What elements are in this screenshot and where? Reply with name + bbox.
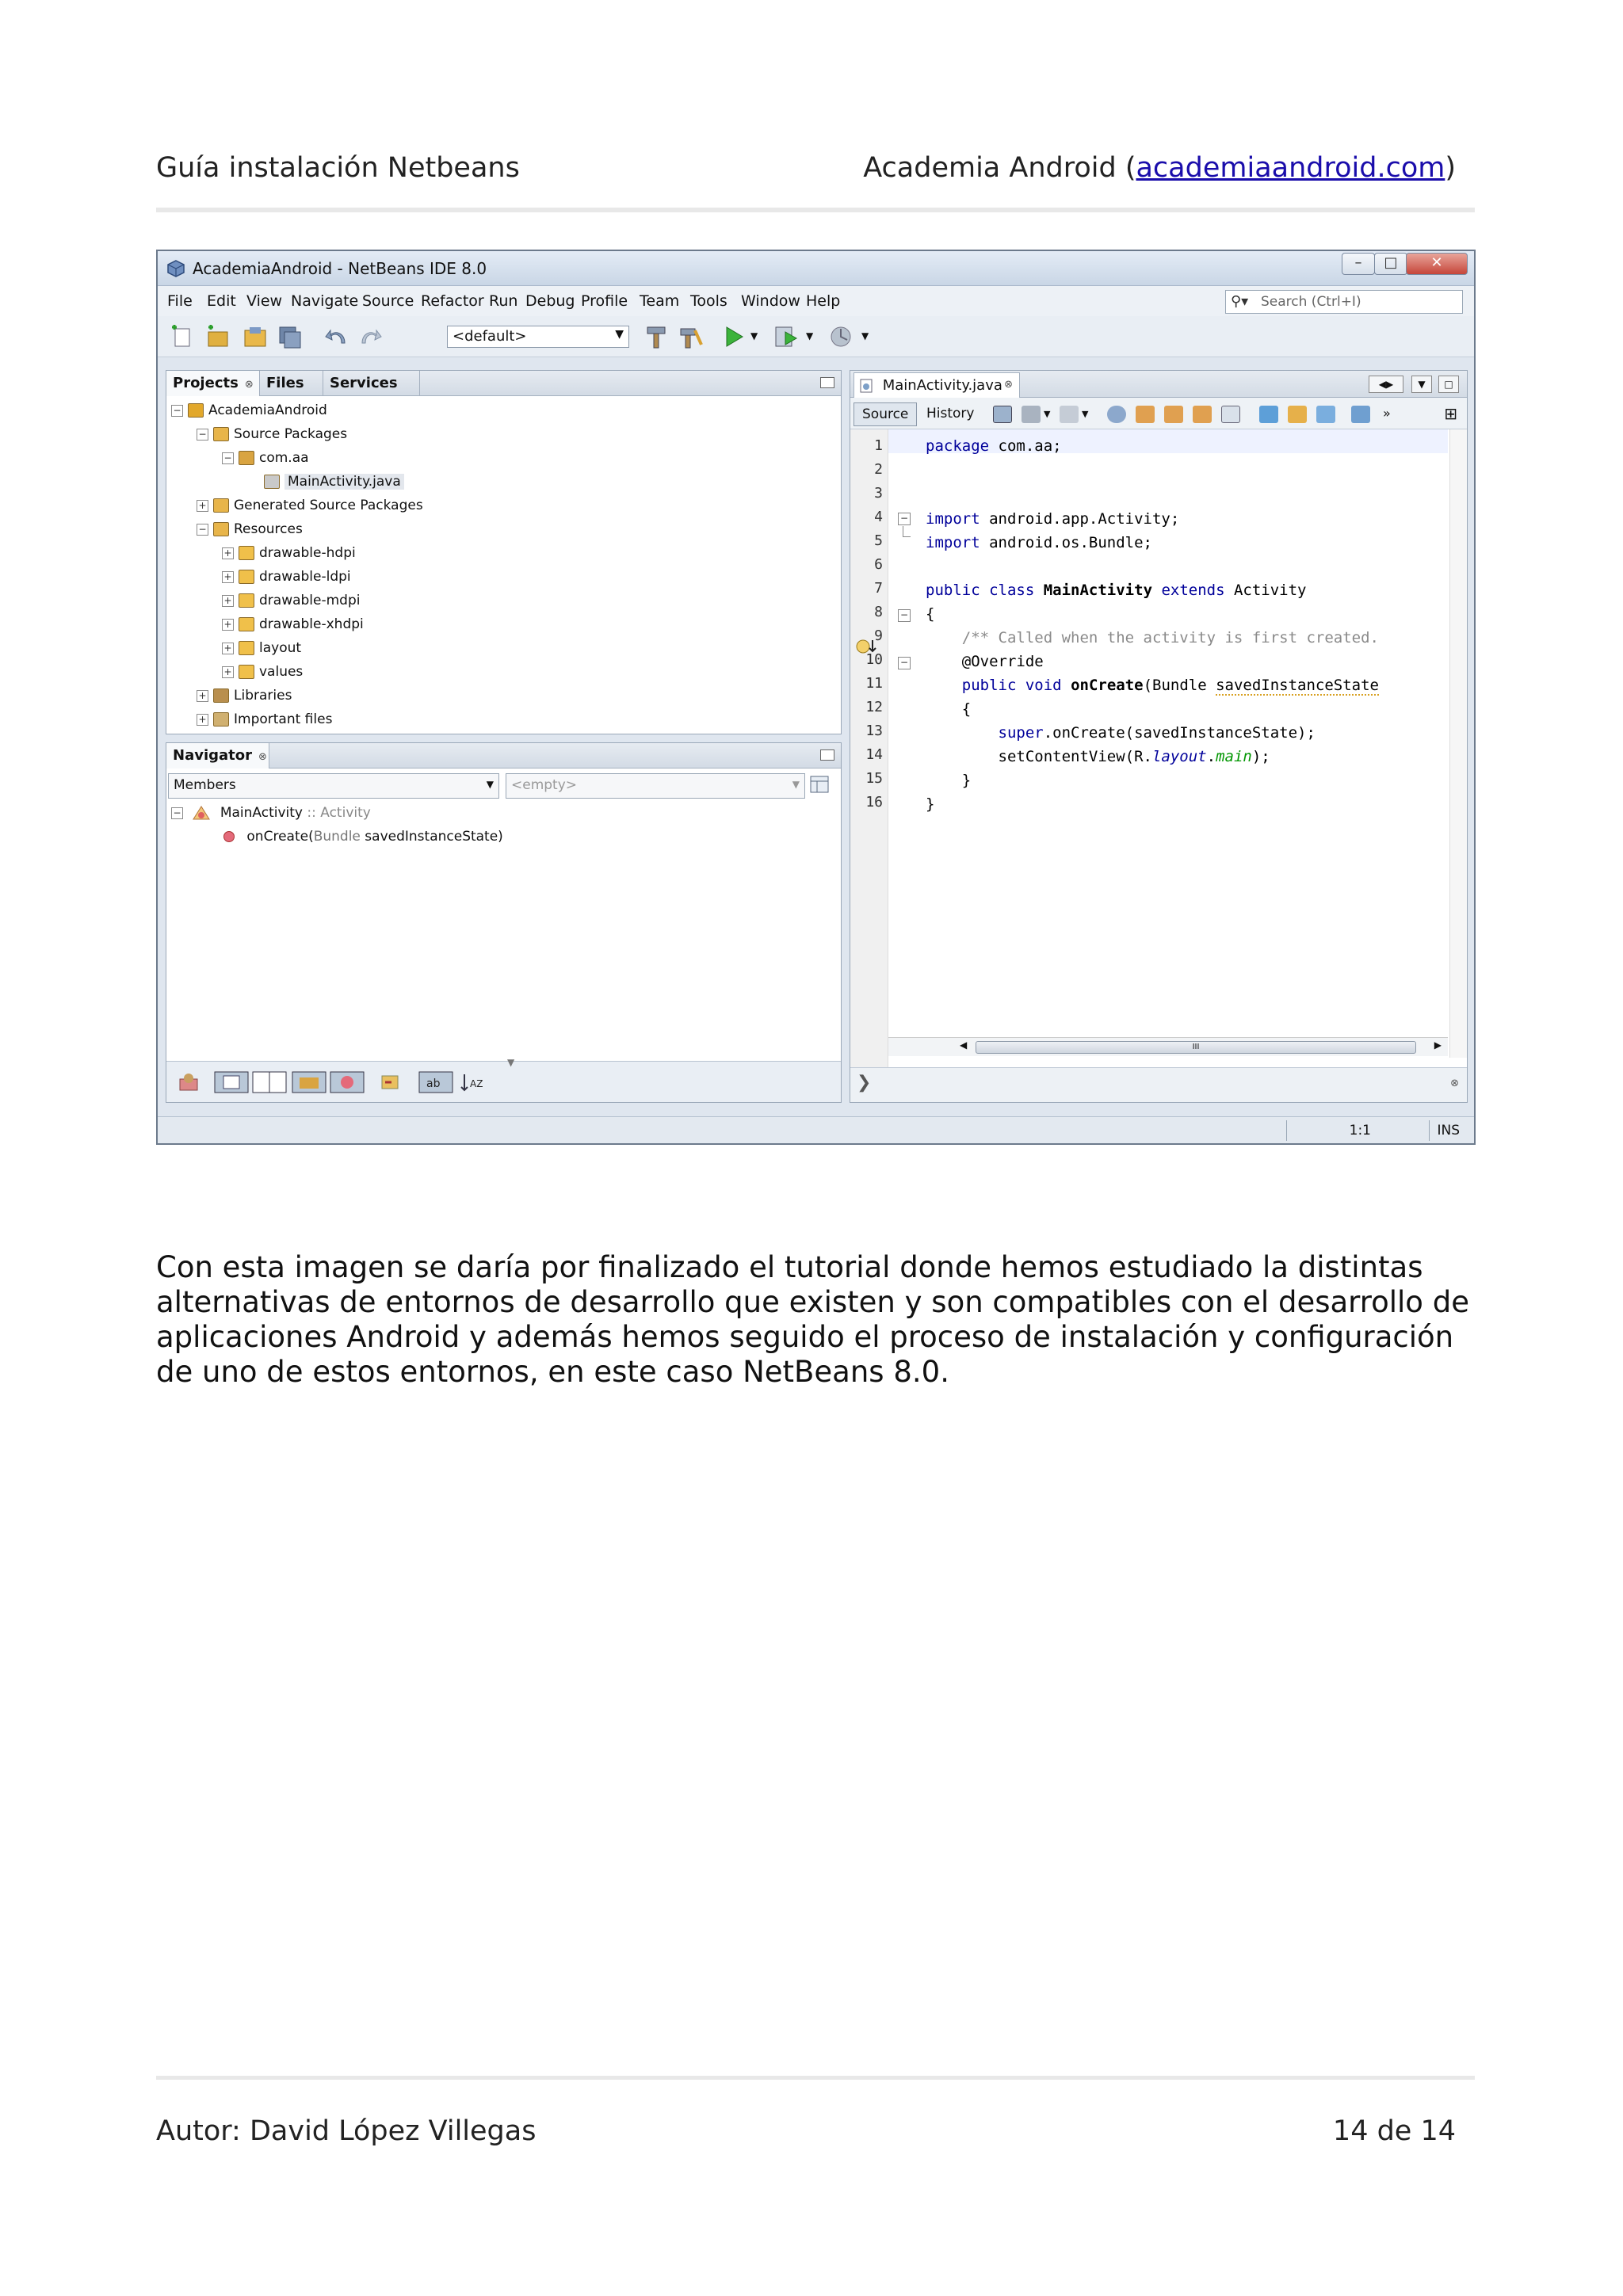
search-placeholder: Search (Ctrl+I) [1261,294,1361,310]
header-rule [156,208,1475,212]
fields-filter-icon[interactable] [178,1071,200,1093]
project-tree-item[interactable] [222,450,309,474]
window-title: AcademiaAndroid - NetBeans IDE 8.0 [193,259,487,278]
back-dropdown-icon[interactable]: ▼ [1044,409,1051,419]
line-number: 10 [865,651,883,668]
code-line: { [926,605,935,623]
toggle-bookmark-icon[interactable] [1316,406,1335,423]
toggle-highlight-icon[interactable] [1221,406,1240,423]
tab-files[interactable]: Files [260,371,323,396]
project-tree-item[interactable] [197,711,332,735]
class-icon [192,805,211,821]
editor-pane [850,370,1468,1103]
project-tree-item[interactable] [197,688,292,711]
find-selection-icon[interactable] [1193,406,1212,423]
override-hint-icon[interactable] [855,637,879,656]
code-line: setContentView(R.layout.main); [926,748,1270,765]
menu-refactor[interactable]: Refactor [421,292,484,310]
split-editor-icon[interactable]: ⊞ [1444,404,1457,423]
project-tree-label: com.aa [259,450,309,466]
tab-services[interactable]: Services [323,371,420,396]
project-tree-label: Source Packages [234,426,348,442]
chevron-right-icon[interactable]: ❯ [857,1073,872,1093]
inherited-members-icon[interactable] [292,1071,327,1093]
profile-icon[interactable] [828,324,855,349]
line-number: 7 [874,580,883,597]
run-dropdown-icon[interactable]: ▼ [750,330,758,341]
folder-icon [213,498,229,513]
site-credit: Academia Android (academiaandroid.com) [863,152,1456,184]
folder-icon [213,712,229,727]
author: Autor: David López Villegas [156,2115,537,2147]
project-tree-item[interactable] [247,474,404,498]
history-view-button[interactable]: History [926,406,975,421]
next-bookmark-icon[interactable] [1288,406,1307,423]
expand-icon[interactable]: + [222,547,234,559]
line-number: 12 [865,699,883,715]
menu-navigate[interactable]: Navigate [291,292,359,310]
error-stripe [1449,429,1467,1058]
code-line: public void onCreate(Bundle savedInstanceState [961,677,1379,694]
svg-text:ab: ab [426,1077,441,1090]
code-line: package com.aa; [926,437,1062,455]
output-strip [850,1067,1467,1102]
shift-line-left-icon[interactable] [1351,406,1370,423]
project-tree-item[interactable] [197,521,303,545]
previous-bookmark-icon[interactable] [1259,406,1278,423]
undo-icon[interactable] [324,324,351,349]
navigator-toolbar [166,1057,841,1102]
code-line: } [926,795,935,813]
line-number: 8 [874,604,883,620]
scroll-left-icon[interactable]: ◀ [960,1039,968,1051]
code-line: import android.app.Activity; [926,510,1180,528]
chevron-down-icon: ▼ [615,328,624,341]
open-project-icon[interactable] [242,324,269,349]
project-tree-item[interactable] [222,593,361,616]
line-number: 4 [874,509,883,525]
project-tree-label: MainActivity.java [285,474,404,490]
navigator-options-icon[interactable] [809,775,831,795]
menu-view[interactable]: View [246,292,283,310]
line-number: 3 [874,485,883,502]
new-project-icon[interactable] [204,324,231,349]
chevron-down-icon: ▼ [507,1057,515,1068]
static-members-icon[interactable] [214,1071,249,1093]
code-line: { [926,700,972,718]
redo-icon[interactable] [356,324,383,349]
scroll-right-icon[interactable]: ▶ [1434,1039,1442,1051]
folder-icon [239,546,254,560]
project-tree-item[interactable] [222,640,301,664]
new-file-icon[interactable] [169,324,196,349]
navigator-class-row[interactable]: − MainActivity :: Activity [171,805,371,829]
find-previous-icon[interactable] [1136,406,1155,423]
project-tree-label: layout [259,640,302,656]
collapse-icon[interactable]: − [171,405,183,417]
expand-icon[interactable]: + [197,714,208,726]
save-all-icon[interactable] [277,324,304,349]
maximize-button[interactable]: □ [1374,253,1407,275]
project-tree-label: drawable-mdpi [259,593,361,608]
tab-navigator[interactable]: Navigator ⊗ [166,743,269,769]
chevron-down-icon: ▼ [792,779,800,790]
fold-toggle-icon[interactable]: − [898,513,911,525]
line-number: 6 [874,556,883,573]
status-bar [158,1116,1474,1143]
page-header [156,152,1475,192]
folder-icon [239,665,254,679]
body-paragraph: Con esta imagen se daría por finalizado el tutorial donde hemos estudiado la distintas alternativas de entornos de desarrollo que existen y son compatibles con el desarrollo de aplicaciones Android y además hemos seguido el proceso de instalación y configuración de uno de estos entornos, en este caso NetBeans 8.0. [156,1250,1469,1389]
minimize-button[interactable]: – [1342,253,1375,275]
line-number: 9 [874,627,883,644]
page-footer [156,2115,1475,2155]
run-icon[interactable] [720,324,747,349]
folder-icon [239,593,254,608]
navigator-pane [166,742,842,1103]
folder-icon [213,427,229,441]
footer-rule [156,2076,1475,2080]
insert-mode: INS [1437,1123,1460,1138]
sort-name-icon[interactable] [418,1071,453,1093]
minimize-pane-icon[interactable] [820,377,834,388]
more-tools-icon[interactable]: » [1383,406,1391,421]
folder-icon [239,617,254,631]
configuration-select[interactable]: <default> ▼ [447,326,629,348]
folder-icon [264,475,280,489]
menu-edit[interactable]: Edit [207,292,236,310]
netbeans-cube-icon [167,260,185,277]
scroll-thumb[interactable]: III [976,1041,1416,1054]
members-select[interactable]: Members ▼ [168,773,499,799]
clean-build-icon[interactable] [678,324,705,349]
menu-profile[interactable]: Profile [581,292,628,310]
menu-debug[interactable]: Debug [525,292,575,310]
folder-icon [213,688,229,703]
line-number: 14 [865,746,883,763]
horizontal-scrollbar[interactable] [888,1037,1448,1056]
line-number: 11 [865,675,883,692]
source-view-button[interactable]: Source [854,402,917,426]
expand-icon[interactable]: + [222,666,234,678]
build-hammer-icon[interactable] [643,324,670,349]
tab-projects[interactable]: Projects ⊗ [166,371,260,396]
back-icon[interactable] [1022,406,1041,423]
close-icon[interactable]: ⊗ [244,379,254,391]
code-line: super.onCreate(savedInstanceState); [998,724,1316,742]
folder-icon [239,641,254,655]
project-tree-item[interactable] [222,616,364,640]
code-line: public class MainActivity extends Activity [926,582,1307,599]
folder-icon [239,451,254,465]
project-tree-item[interactable] [222,545,356,569]
project-tree-item[interactable] [222,569,351,593]
caret-position: 1:1 [1349,1123,1371,1138]
project-tree-item[interactable] [171,402,327,426]
line-number: 15 [865,770,883,787]
expand-icon[interactable]: + [222,595,234,607]
project-tree-label: Generated Source Packages [234,498,423,513]
navigator-method-row[interactable]: onCreate(Bundle savedInstanceState) [223,829,503,852]
close-icon[interactable]: ⊗ [1450,1077,1459,1089]
editor-toolbar [850,398,1467,429]
menu-team[interactable]: Team [640,292,680,310]
projects-pane [166,370,842,734]
fold-guide [903,526,911,537]
split-view-icon[interactable] [252,1071,287,1093]
folder-icon [213,522,229,536]
project-tree-label: AcademiaAndroid [208,402,327,418]
project-tree-label: Libraries [234,688,292,704]
debug-dropdown-icon[interactable]: ▼ [806,330,814,341]
fold-toggle-icon[interactable]: − [898,609,911,622]
show-opened-documents-icon[interactable]: ▼ [1411,376,1432,393]
collapse-icon[interactable]: − [197,524,208,536]
collapse-icon[interactable]: − [197,429,208,441]
find-icon[interactable] [1107,406,1126,423]
menu-file[interactable]: File [167,292,193,310]
menu-tools[interactable]: Tools [690,292,727,310]
maximize-editor-icon[interactable]: □ [1438,376,1459,393]
code-line: /** Called when the activity is first created. [961,629,1379,646]
menu-bar [158,286,1474,316]
menu-run[interactable]: Run [489,292,518,310]
document-title: Guía instalación Netbeans [156,152,520,184]
tab-mainactivity-java[interactable]: MainActivity.java ⊗ [854,372,1020,398]
filter-select[interactable]: <empty> ▼ [506,773,805,799]
sort-order-icon[interactable] [460,1071,483,1093]
line-number: 5 [874,532,883,549]
code-line: } [926,772,972,789]
page-number: 14 de 14 [1332,2115,1456,2147]
project-tree-item[interactable] [197,426,347,450]
close-button[interactable]: ✕ [1406,253,1468,275]
expand-icon[interactable]: + [197,500,208,512]
close-icon[interactable]: ⊗ [1004,379,1013,391]
expand-icon[interactable]: + [197,690,208,702]
menu-source[interactable]: Source [362,292,414,310]
profile-dropdown-icon[interactable]: ▼ [861,330,869,341]
code-line: @Override [926,653,1044,670]
last-edit-icon[interactable] [993,406,1012,423]
sort-by-icon[interactable] [379,1071,401,1093]
expand-icon[interactable]: + [222,643,234,654]
project-tree-item[interactable] [197,498,423,521]
forward-icon[interactable] [1060,406,1079,423]
project-tree-label: Important files [234,711,333,727]
line-number: 13 [865,723,883,739]
search-icon: ⚲▾ [1231,293,1249,310]
expand-icon[interactable]: + [222,571,234,583]
project-tree-label: values [259,664,304,680]
menu-window[interactable]: Window [741,292,800,310]
chevron-down-icon: ▼ [486,779,494,790]
line-number: 16 [865,794,883,810]
find-next-icon[interactable] [1164,406,1183,423]
project-tree-label: Resources [234,521,303,537]
line-number-gutter [850,429,888,1070]
netbeans-window [156,250,1476,1145]
project-tree-label: drawable-ldpi [259,569,351,585]
project-tree-label: drawable-xhdpi [259,616,364,632]
site-link[interactable]: academiaandroid.com [1136,152,1445,184]
main-toolbar [158,316,1474,357]
debug-icon[interactable] [773,324,800,349]
project-tree-label: drawable-hdpi [259,545,356,561]
non-public-icon[interactable] [330,1071,365,1093]
search-input[interactable] [1225,290,1463,314]
folder-icon [188,403,204,418]
scroll-tabs-icon[interactable]: ◀▶ [1369,376,1403,393]
collapse-icon[interactable]: − [171,807,183,819]
svg-text:AZ: AZ [470,1078,483,1089]
close-icon[interactable]: ⊗ [258,751,267,763]
method-icon [223,831,235,842]
line-number: 2 [874,461,883,478]
collapse-icon[interactable]: − [222,452,234,464]
window-titlebar [158,251,1474,286]
menu-help[interactable]: Help [806,292,841,310]
project-tree-item[interactable] [222,664,303,688]
fold-toggle-icon[interactable]: − [898,657,911,669]
minimize-pane-icon[interactable] [820,749,834,761]
code-line: import android.os.Bundle; [926,534,1152,551]
line-number: 1 [874,437,883,454]
folder-icon [239,570,254,584]
java-file-icon [859,379,873,393]
forward-dropdown-icon[interactable]: ▼ [1082,409,1089,419]
expand-icon[interactable]: + [222,619,234,631]
